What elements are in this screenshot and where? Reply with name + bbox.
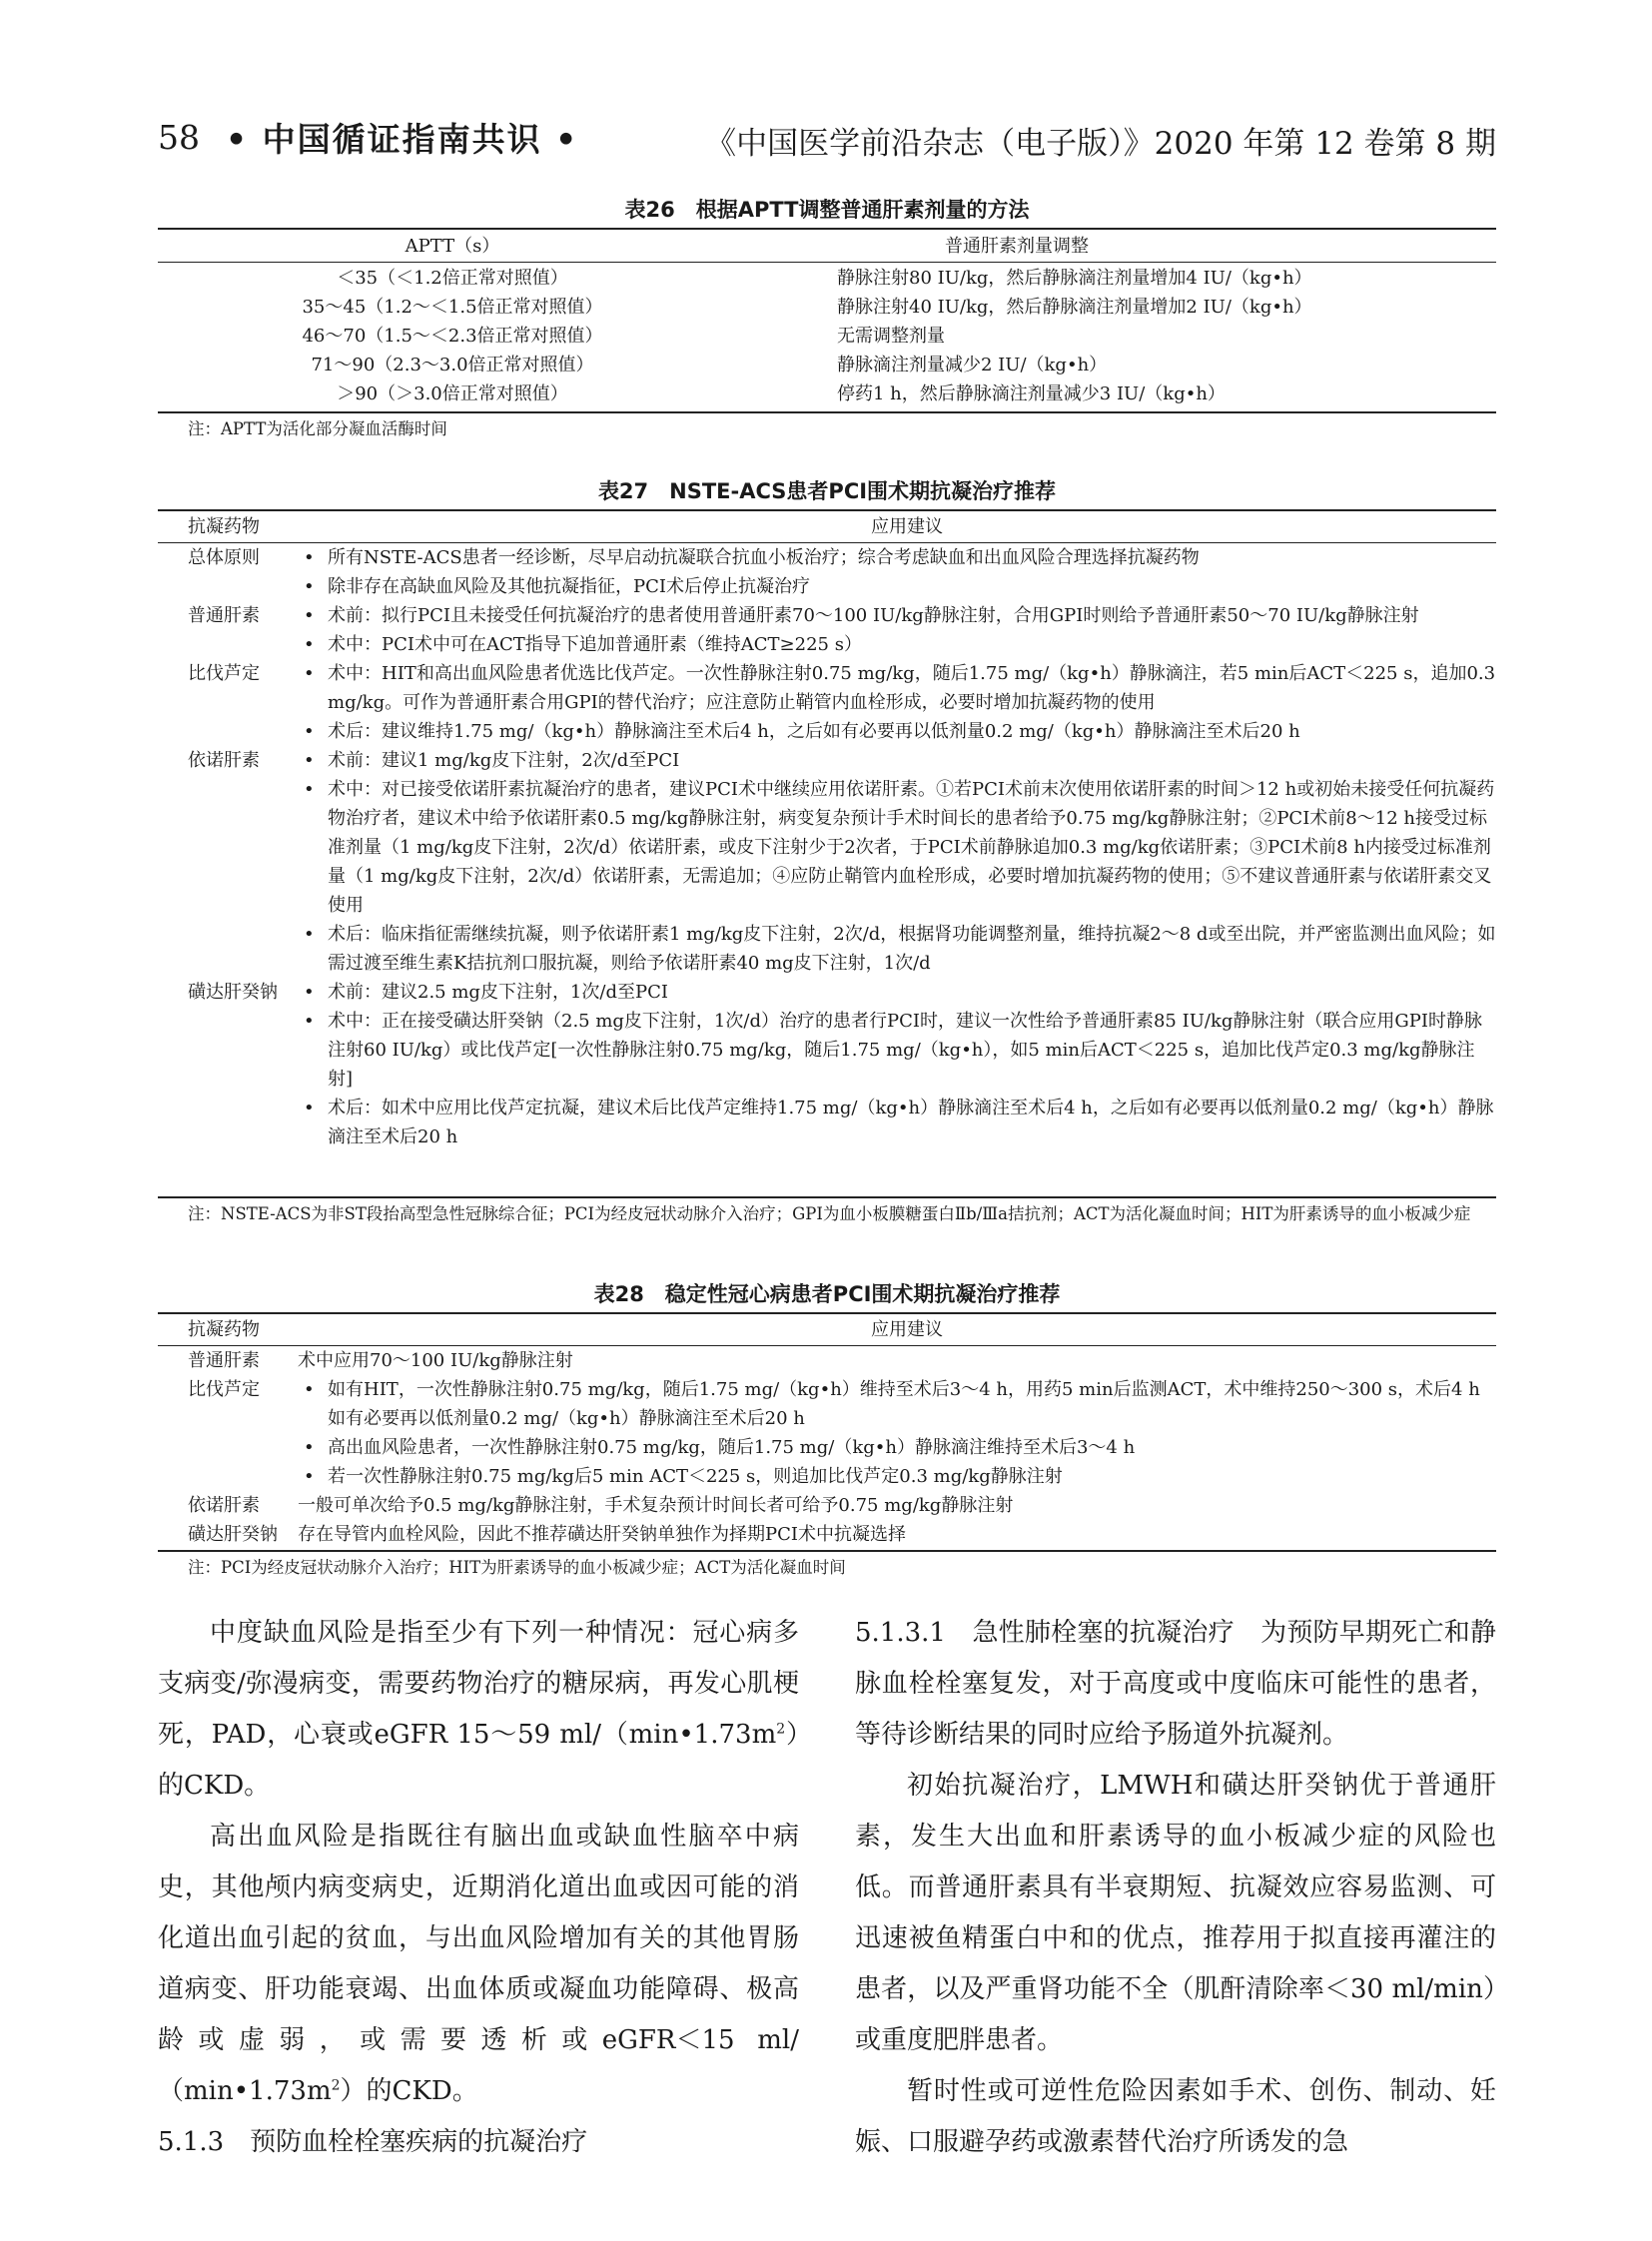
journal-citation: 《中国医学前沿杂志（电子版）》2020 年第 12 卷第 8 期 bbox=[705, 126, 1496, 162]
list-item: • 术前：建议1 mg/kg皮下注射，2次/d至PCI bbox=[298, 746, 1496, 775]
drug-group-general bbox=[158, 543, 1496, 601]
table28-top-rule bbox=[158, 1312, 1496, 1314]
section-heading-5-1-3: 5.1.3 预防血栓栓塞疾病的抗凝治疗 bbox=[158, 2127, 588, 2157]
list-item: • 除非存在高缺血风险及其他抗凝指征，PCI术后停止抗凝治疗 bbox=[298, 572, 1496, 601]
drug-name: 磺达肝癸钠 bbox=[188, 982, 278, 1003]
drug-group-heparin bbox=[158, 601, 1496, 659]
list-item: • 高出血风险患者，一次性静脉注射0.75 mg/kg，随后1.75 mg/（kg•h）静脉滴注维持至术后3～4 h bbox=[298, 1433, 1496, 1462]
drug-group-fondaparinux bbox=[158, 978, 1496, 1151]
table27-col-advice: 应用建议 bbox=[871, 516, 943, 537]
table26-col-aptt: APTT（s） bbox=[405, 236, 500, 257]
dose-adjustment: 停药1 h，然后静脉滴注剂量减少3 IU/（kg•h） bbox=[837, 383, 1226, 404]
dose-adjustment: 静脉滴注剂量减少2 IU/（kg•h） bbox=[837, 355, 1108, 375]
table27-title: 表27 NSTE-ACS患者PCI围术期抗凝治疗推荐 bbox=[597, 479, 1057, 503]
paragraph-risk-factors: 暂时性或可逆性危险因素如手术、创伤、制动、妊娠、口服避孕药或激素替代治疗所诱发的急 bbox=[855, 2076, 1496, 2157]
drug-group-fondaparinux bbox=[158, 1520, 1496, 1549]
table-row bbox=[158, 351, 1496, 379]
table26-note: 注：APTT为活化部分凝血活酶时间 bbox=[188, 419, 447, 438]
table28-note: 注：PCI为经皮冠状动脉介入治疗；HIT为肝素诱导的血小板减少症；ACT为活化凝血时间 bbox=[188, 1558, 846, 1577]
drug-name: 磺达肝癸钠 bbox=[188, 1524, 278, 1545]
paragraph-initial-anticoagulation: 初始抗凝治疗，LMWH和磺达肝癸钠优于普通肝素，发生大出血和肝素诱导的血小板减少症的风险也低。而普通肝素具有半衰期短、抗凝效应容易监测、可迅速被鱼精蛋白中和的优点，推荐用于拟直接再灌注的患者，以及严重肾功能不全（肌酐清除率＜30 ml/min）或重度肥胖患者。 bbox=[855, 1771, 1496, 2055]
dose-adjustment: 静脉注射80 IU/kg，然后静脉滴注剂量增加4 IU/（kg•h） bbox=[837, 268, 1312, 289]
table27-note: 注：NSTE-ACS为非ST段抬高型急性冠脉综合征；PCI为经皮冠状动脉介入治疗；GPI为血小板膜糖蛋白Ⅱb/Ⅲa拮抗剂；ACT为活化凝血时间；HIT为肝素诱导的血小板减少症 bbox=[188, 1204, 1471, 1223]
table26-bottom-rule bbox=[158, 411, 1496, 413]
section-label: • 中国循证指南共识 • bbox=[226, 120, 579, 159]
running-header bbox=[158, 112, 1496, 172]
table26-body bbox=[158, 264, 1496, 408]
list-item: • 所有NSTE-ACS患者一经诊断，尽早启动抗凝联合抗血小板治疗；综合考虑缺血和出血风险合理选择抗凝药物 bbox=[298, 543, 1496, 572]
body-left-column bbox=[158, 1608, 799, 2168]
paragraph-pe-anticoagulation: 5.1.3.1 急性肺栓塞的抗凝治疗 为预防早期死亡和静脉血栓栓塞复发，对于高度或中度临床可能性的患者，等待诊断结果的同时应给予肠道外抗凝剂。 bbox=[855, 1618, 1496, 1750]
drug-name: 比伐芦定 bbox=[188, 663, 260, 684]
aptt-range: 35～45（1.2～＜1.5倍正常对照值） bbox=[302, 297, 603, 318]
table27-top-rule bbox=[158, 509, 1496, 511]
drug-name: 依诺肝素 bbox=[188, 1495, 260, 1516]
table28-col-advice: 应用建议 bbox=[871, 1319, 943, 1340]
table26-title: 表26 根据APTT调整普通肝素剂量的方法 bbox=[624, 198, 1030, 222]
advice-text: 一般可单次给予0.5 mg/kg静脉注射，手术复杂预计时间长者可给予0.75 mg/kg静脉注射 bbox=[298, 1495, 1014, 1516]
table26-header-rule bbox=[158, 262, 1496, 263]
section-heading-5-1-3-1: 5.1.3.1 急性肺栓塞的抗凝治疗 bbox=[855, 1618, 1235, 1648]
drug-name: 依诺肝素 bbox=[188, 750, 260, 771]
drug-group-bivalirudin bbox=[158, 659, 1496, 746]
drug-group-heparin bbox=[158, 1346, 1496, 1375]
list-item: • 术中：正在接受磺达肝癸钠（2.5 mg皮下注射，1次/d）治疗的患者行PCI时，建议一次性给予普通肝素85 IU/kg静脉注射（联合应用GPI时静脉注射60 IU/kg）或比伐芦定[一次性静脉注射0.75 mg/kg，随后1.75 mg/（kg•h），如5 min后ACT＜225 s，追加比伐芦定0.3 mg/kg静脉注射] bbox=[298, 1007, 1496, 1094]
table28-bottom-rule bbox=[158, 1550, 1496, 1552]
body-right-column bbox=[855, 1608, 1496, 2168]
dose-adjustment: 静脉注射40 IU/kg，然后静脉滴注剂量增加2 IU/（kg•h） bbox=[837, 297, 1312, 318]
list-item: • 术前：拟行PCI且未接受任何抗凝治疗的患者使用普通肝素70～100 IU/kg静脉注射，合用GPI时则给予普通肝素50～70 IU/kg静脉注射 bbox=[298, 601, 1496, 630]
drug-group-enoxaparin bbox=[158, 746, 1496, 978]
aptt-range: 46～70（1.5～＜2.3倍正常对照值） bbox=[302, 326, 603, 347]
table28-col-drug: 抗凝药物 bbox=[188, 1319, 260, 1340]
table26-top-rule bbox=[158, 228, 1496, 230]
table-row bbox=[158, 293, 1496, 322]
drug-name: 普通肝素 bbox=[188, 1350, 260, 1371]
advice-text: 术中应用70～100 IU/kg静脉注射 bbox=[298, 1350, 573, 1371]
table-row bbox=[158, 264, 1496, 293]
table27-bottom-rule bbox=[158, 1196, 1496, 1198]
page-number: 58 bbox=[158, 118, 200, 157]
table27-col-drug: 抗凝药物 bbox=[188, 516, 260, 537]
list-item: • 若一次性静脉注射0.75 mg/kg后5 min ACT＜225 s，则追加比伐芦定0.3 mg/kg静脉注射 bbox=[298, 1462, 1496, 1491]
drug-name: 总体原则 bbox=[188, 547, 260, 568]
paragraph-moderate-ischemia: 中度缺血风险是指至少有下列一种情况：冠心病多支病变/弥漫病变，需要药物治疗的糖尿病，再发心肌梗死，PAD，心衰或eGFR 15～59 $ml/(\min•1.73m^2)$的CKD。 bbox=[158, 1618, 799, 1801]
table26-col-adjust: 普通肝素剂量调整 bbox=[945, 236, 1089, 257]
aptt-range: ＞90（＞3.0倍正常对照值） bbox=[337, 383, 568, 404]
drug-group-bivalirudin bbox=[158, 1375, 1496, 1491]
table-row bbox=[158, 379, 1496, 408]
drug-group-enoxaparin bbox=[158, 1491, 1496, 1520]
list-item: • 术中：HIT和高出血风险患者优选比伐芦定。一次性静脉注射0.75 mg/kg，随后1.75 mg/（kg•h）静脉滴注，若5 min后ACT＜225 s，追加0.3 mg/kg。可作为普通肝素合用GPI的替代治疗；应注意防止鞘管内血栓形成，必要时增加抗凝药物的使用 bbox=[298, 659, 1496, 717]
dose-adjustment: 无需调整剂量 bbox=[837, 326, 945, 347]
table28-title: 表28 稳定性冠心病患者PCI围术期抗凝治疗推荐 bbox=[593, 1282, 1061, 1306]
table28-body bbox=[158, 1346, 1496, 1549]
aptt-range: ＜35（＜1.2倍正常对照值） bbox=[337, 268, 568, 289]
list-item: • 术前：建议2.5 mg皮下注射，1次/d至PCI bbox=[298, 978, 1496, 1007]
drug-name: 普通肝素 bbox=[188, 605, 260, 626]
advice-text: 存在导管内血栓风险，因此不推荐磺达肝癸钠单独作为择期PCI术中抗凝选择 bbox=[298, 1524, 906, 1545]
paragraph-high-bleeding: 高出血风险是指既往有脑出血或缺血性脑卒中病史，其他颅内病变病史，近期消化道出血或因可能的消化道出血引起的贫血，与出血风险增加有关的其他胃肠道病变、肝功能衰竭、出血体质或凝血功能障碍、极高龄或虚弱，或需要透析或eGFR＜15 $ml/(\min•1.73m^2)$的CKD。 bbox=[158, 1822, 799, 2106]
aptt-range: 71～90（2.3～3.0倍正常对照值） bbox=[311, 355, 594, 375]
list-item: • 术后：临床指征需继续抗凝，则予依诺肝素1 mg/kg皮下注射，2次/d，根据肾功能调整剂量，维持抗凝2～8 d或至出院，并严密监测出血风险；如需过渡至维生素K拮抗剂口服抗凝，则给予依诺肝素40 mg皮下注射，1次/d bbox=[298, 920, 1496, 978]
list-item: • 术中：对已接受依诺肝素抗凝治疗的患者，建议PCI术中继续应用依诺肝素。①若PCI术前末次使用依诺肝素的时间＞12 h或初始未接受任何抗凝药物治疗者，建议术中给予依诺肝素0.5 mg/kg静脉注射，病变复杂预计手术时间长的患者给予0.75 mg/kg静脉注射；②PCI术前8～12 h接受过标准剂量（1 mg/kg皮下注射，2次/d）依诺肝素，或皮下注射少于2次者，于PCI术前静脉追加0.3 mg/kg依诺肝素；③PCI术前8 h内接受过标准剂量（1 mg/kg皮下注射，2次/d）依诺肝素，无需追加；④应防止鞘管内血栓形成，必要时增加抗凝药物的使用；⑤不建议普通肝素与依诺肝素交叉使用 bbox=[298, 775, 1496, 920]
list-item: • 术后：如术中应用比伐芦定抗凝，建议术后比伐芦定维持1.75 mg/（kg•h）静脉滴注至术后4 h，之后如有必要再以低剂量0.2 mg/（kg•h）静脉滴注至术后20 h bbox=[298, 1094, 1496, 1151]
list-item: • 术后：建议维持1.75 mg/（kg•h）静脉滴注至术后4 h，之后如有必要再以低剂量0.2 mg/（kg•h）静脉滴注至术后20 h bbox=[298, 717, 1496, 746]
list-item: • 如有HIT，一次性静脉注射0.75 mg/kg，随后1.75 mg/（kg•h）维持至术后3～4 h，用药5 min后监测ACT，术中维持250～300 s，术后4 h如有必要再以低剂量0.2 mg/（kg•h）静脉滴注至术后20 h bbox=[298, 1375, 1496, 1433]
list-item: • 术中：PCI术中可在ACT指导下追加普通肝素（维持ACT≥225 s） bbox=[298, 630, 1496, 659]
drug-name: 比伐芦定 bbox=[188, 1379, 260, 1400]
table27-body bbox=[158, 543, 1496, 1151]
table-row bbox=[158, 322, 1496, 351]
